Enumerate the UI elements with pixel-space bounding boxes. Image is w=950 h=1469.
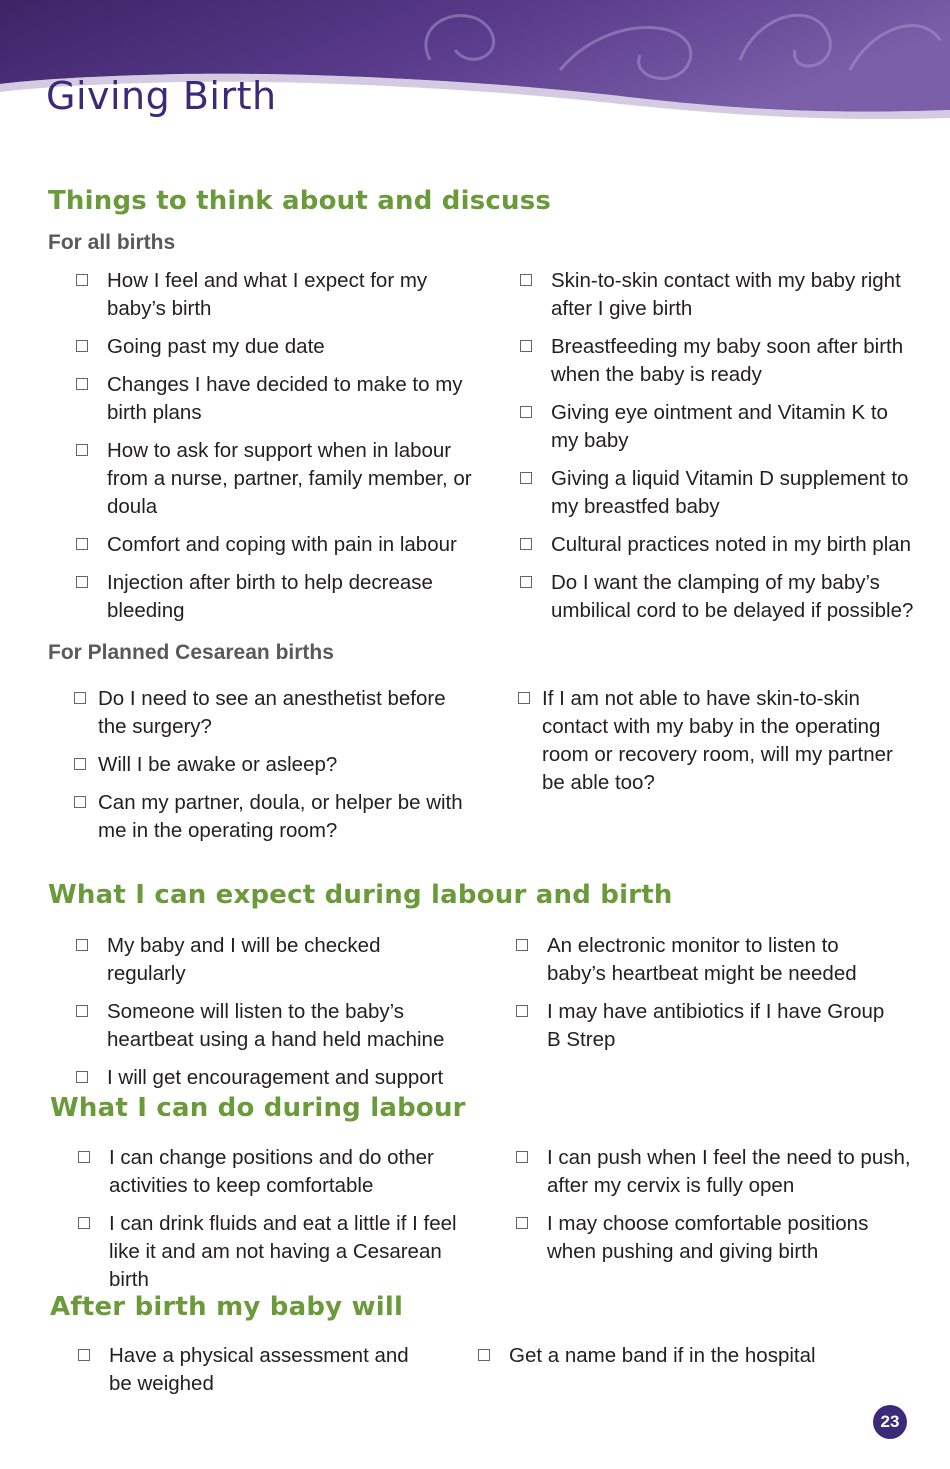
section-heading-expect: What I can expect during labour and birth bbox=[48, 880, 673, 910]
checklist-item-text: How I feel and what I expect for my baby’s birth bbox=[107, 269, 428, 320]
checklist-item-text: Will I be awake or asleep? bbox=[98, 753, 338, 776]
checkbox[interactable] bbox=[76, 340, 88, 352]
checklist-item-text: Cultural practices noted in my birth plan bbox=[551, 533, 912, 556]
checklist-after-left bbox=[78, 1342, 418, 1408]
checklist-item-text: I can push when I feel the need to push, after my cervix is fully open bbox=[547, 1146, 911, 1197]
checklist-item bbox=[74, 685, 469, 741]
checkbox[interactable] bbox=[76, 538, 88, 550]
checklist-item-text: I can drink fluids and eat a little if I feel like it and am not having a Cesarean birth bbox=[109, 1212, 457, 1291]
checklist-item-text: Do I want the clamping of my baby’s umbilical cord to be delayed if possible? bbox=[551, 571, 914, 622]
checklist-all-births-left bbox=[76, 267, 476, 635]
checklist-item-text: Have a physical assessment and be weighed bbox=[109, 1344, 409, 1395]
checklist-item-text: Get a name band if in the hospital bbox=[509, 1344, 816, 1367]
section-heading-do: What I can do during labour bbox=[50, 1093, 466, 1123]
checkbox[interactable] bbox=[518, 692, 530, 704]
checkbox[interactable] bbox=[76, 1005, 88, 1017]
checklist-item bbox=[516, 932, 901, 988]
checkbox[interactable] bbox=[74, 758, 86, 770]
checklist-item-text: Comfort and coping with pain in labour bbox=[107, 533, 457, 556]
checkbox[interactable] bbox=[78, 1217, 90, 1229]
page-number-badge: 23 bbox=[873, 1405, 907, 1439]
checklist-item-text: Can my partner, doula, or helper be with me in the operating room? bbox=[98, 791, 463, 842]
checkbox[interactable] bbox=[76, 444, 88, 456]
checklist-item bbox=[76, 569, 476, 625]
checklist-item bbox=[76, 333, 476, 361]
checkbox[interactable] bbox=[520, 576, 532, 588]
checklist-item-text: I can change positions and do other activities to keep comfortable bbox=[109, 1146, 434, 1197]
checklist-item bbox=[76, 531, 476, 559]
checklist-item-text: Do I need to see an anesthetist before the surgery? bbox=[98, 687, 446, 738]
checkbox[interactable] bbox=[520, 274, 532, 286]
checkbox[interactable] bbox=[516, 1005, 528, 1017]
checkbox[interactable] bbox=[516, 1151, 528, 1163]
checklist-item-text: Breastfeeding my baby soon after birth when the baby is ready bbox=[551, 335, 904, 386]
checklist-cesarean-left bbox=[74, 685, 469, 855]
checklist-item-text: An electronic monitor to listen to baby’s heartbeat might be needed bbox=[547, 934, 857, 985]
checklist-item-text: Giving a liquid Vitamin D supplement to my breastfed baby bbox=[551, 467, 909, 518]
checkbox[interactable] bbox=[516, 1217, 528, 1229]
checkbox[interactable] bbox=[74, 692, 86, 704]
checklist-item bbox=[516, 1210, 911, 1266]
checklist-item bbox=[76, 371, 476, 427]
checklist-item bbox=[74, 751, 469, 779]
checklist-item bbox=[520, 399, 915, 455]
checkbox[interactable] bbox=[78, 1151, 90, 1163]
checklist-item-text: Giving eye ointment and Vitamin K to my baby bbox=[551, 401, 888, 452]
checkbox[interactable] bbox=[520, 472, 532, 484]
checklist-item bbox=[520, 465, 915, 521]
section-heading-discuss: Things to think about and discuss bbox=[48, 186, 552, 216]
checklist-item bbox=[76, 1064, 456, 1092]
checklist-item bbox=[78, 1144, 468, 1200]
checkbox[interactable] bbox=[520, 538, 532, 550]
page-title: Giving Birth bbox=[46, 74, 277, 118]
checkbox[interactable] bbox=[520, 406, 532, 418]
checklist-item bbox=[76, 932, 456, 988]
checkbox[interactable] bbox=[520, 340, 532, 352]
checklist-item-text: How to ask for support when in labour from a nurse, partner, family member, or doula bbox=[107, 439, 472, 518]
checklist-do-left bbox=[78, 1144, 468, 1304]
checklist-item bbox=[78, 1342, 418, 1398]
subheading-cesarean: For Planned Cesarean births bbox=[48, 641, 334, 664]
checklist-item-text: I may choose comfortable positions when pushing and giving birth bbox=[547, 1212, 869, 1263]
checklist-item-text: Skin-to-skin contact with my baby right after I give birth bbox=[551, 269, 901, 320]
checklist-item-text: Going past my due date bbox=[107, 335, 325, 358]
checklist-item-text: I will get encouragement and support bbox=[107, 1066, 444, 1089]
checkbox[interactable] bbox=[74, 796, 86, 808]
checklist-item bbox=[520, 333, 915, 389]
checkbox[interactable] bbox=[516, 939, 528, 951]
checklist-item-text: Someone will listen to the baby’s heartbeat using a hand held machine bbox=[107, 1000, 445, 1051]
checklist-item bbox=[74, 789, 469, 845]
checklist-item-text: Changes I have decided to make to my birth plans bbox=[107, 373, 463, 424]
checklist-item bbox=[78, 1210, 468, 1294]
checklist-item-text: If I am not able to have skin-to-skin contact with my baby in the operating room or recovery room, will my partner be able too? bbox=[542, 687, 893, 794]
subheading-all-births: For all births bbox=[48, 231, 176, 254]
section-heading-after: After birth my baby will bbox=[50, 1292, 404, 1322]
checklist-do-right bbox=[516, 1144, 911, 1276]
checklist-item-text: I may have antibiotics if I have Group B Strep bbox=[547, 1000, 885, 1051]
checkbox[interactable] bbox=[76, 378, 88, 390]
checklist-cesarean-right bbox=[518, 685, 918, 807]
checkbox[interactable] bbox=[76, 274, 88, 286]
checklist-item bbox=[520, 531, 915, 559]
checklist-expect-right bbox=[516, 932, 901, 1064]
checklist-after-right bbox=[478, 1342, 878, 1380]
checklist-item bbox=[76, 437, 476, 521]
checklist-expect-left bbox=[76, 932, 456, 1102]
checklist-item bbox=[520, 569, 915, 625]
checkbox[interactable] bbox=[76, 1071, 88, 1083]
checkbox[interactable] bbox=[76, 576, 88, 588]
checkbox[interactable] bbox=[478, 1349, 490, 1361]
checklist-item-text: Injection after birth to help decrease bleeding bbox=[107, 571, 433, 622]
checklist-all-births-right bbox=[520, 267, 915, 635]
checklist-item bbox=[516, 1144, 911, 1200]
checkbox[interactable] bbox=[78, 1349, 90, 1361]
checklist-item bbox=[516, 998, 901, 1054]
checklist-item bbox=[520, 267, 915, 323]
checklist-item-text: My baby and I will be checked regularly bbox=[107, 934, 381, 985]
checklist-item bbox=[76, 998, 456, 1054]
checklist-item bbox=[478, 1342, 878, 1370]
checklist-item bbox=[518, 685, 918, 797]
checkbox[interactable] bbox=[76, 939, 88, 951]
checklist-item bbox=[76, 267, 476, 323]
